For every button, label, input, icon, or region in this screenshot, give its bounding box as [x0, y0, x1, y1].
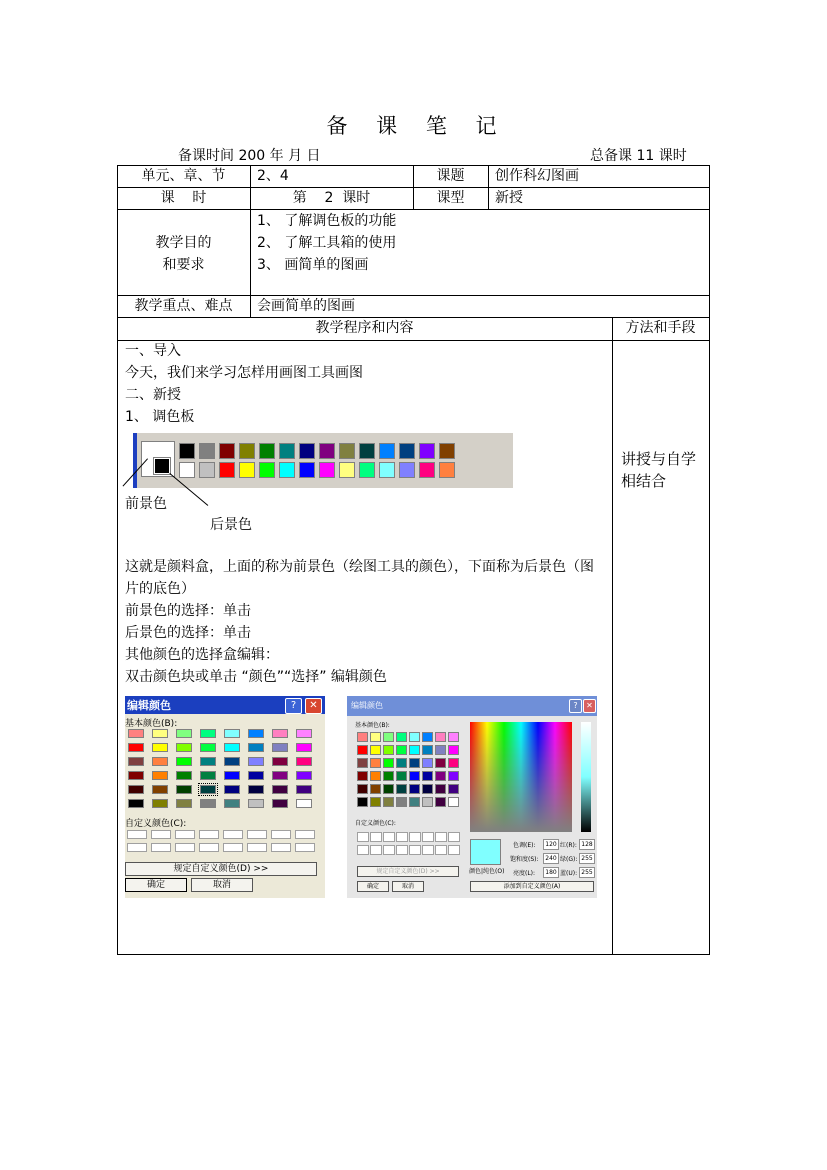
- custom-color-slot[interactable]: [223, 843, 243, 852]
- basic-color-swatch[interactable]: [152, 743, 168, 752]
- palette-swatch[interactable]: [199, 443, 215, 459]
- basic-color-swatch[interactable]: [224, 729, 240, 738]
- basic-color-swatch[interactable]: [448, 758, 459, 768]
- basic-color-swatch[interactable]: [272, 785, 288, 794]
- custom-color-slot[interactable]: [223, 830, 243, 839]
- basic-color-swatch[interactable]: [176, 771, 192, 780]
- basic-color-swatch[interactable]: [248, 771, 264, 780]
- custom-color-slot[interactable]: [151, 843, 171, 852]
- palette-swatch[interactable]: [299, 443, 315, 459]
- basic-color-swatch[interactable]: [248, 743, 264, 752]
- edit-colors-dialog-expanded: 编辑颜色 ? ✕ 基本颜色(B): 自定义颜色(C): 规定自定义颜色(D) >> 确定 取消 颜色|纯色(O) 色调(E): 120 饱和度(S): 240 亮度(L): 180 红(R): 128 绿(G): 255 蓝(U): 255 添加到自定义颜色(A): [347, 696, 597, 898]
- basic-color-swatch[interactable]: [448, 797, 459, 807]
- basic-colors-label: 基本颜色(B):: [355, 722, 390, 729]
- basic-color-swatch[interactable]: [422, 784, 433, 794]
- basic-color-swatch[interactable]: [422, 758, 433, 768]
- foreground-swatch[interactable]: [154, 458, 170, 474]
- basic-color-swatch[interactable]: [357, 771, 368, 781]
- help-icon[interactable]: ?: [569, 699, 582, 713]
- custom-color-slot[interactable]: [383, 845, 395, 855]
- basic-color-swatch[interactable]: [422, 797, 433, 807]
- basic-color-swatch[interactable]: [435, 771, 446, 781]
- close-icon[interactable]: ✕: [583, 699, 596, 713]
- basic-color-swatch[interactable]: [357, 745, 368, 755]
- basic-color-swatch[interactable]: [176, 757, 192, 766]
- palette-swatch[interactable]: [279, 443, 295, 459]
- custom-color-slot[interactable]: [175, 830, 195, 839]
- palette-swatch[interactable]: [319, 462, 335, 478]
- basic-color-swatch[interactable]: [383, 758, 394, 768]
- palette-swatch[interactable]: [379, 443, 395, 459]
- basic-color-swatch[interactable]: [396, 732, 407, 742]
- background-label: 后景色: [210, 517, 252, 533]
- basic-color-swatch[interactable]: [200, 785, 216, 794]
- custom-color-slot[interactable]: [422, 845, 434, 855]
- palette-swatch[interactable]: [179, 462, 195, 478]
- basic-color-swatch[interactable]: [152, 785, 168, 794]
- basic-color-swatch[interactable]: [370, 784, 381, 794]
- basic-color-swatch[interactable]: [396, 771, 407, 781]
- palette-swatch[interactable]: [219, 462, 235, 478]
- basic-color-swatch[interactable]: [448, 771, 459, 781]
- basic-color-swatch[interactable]: [396, 758, 407, 768]
- basic-color-swatch[interactable]: [396, 784, 407, 794]
- procedure-header: 教学程序和内容: [315, 320, 414, 336]
- basic-color-swatch[interactable]: [383, 797, 394, 807]
- green-field[interactable]: 255: [579, 853, 595, 864]
- text-line: 一、导入: [125, 343, 181, 359]
- custom-color-slot[interactable]: [422, 832, 434, 842]
- custom-color-slot[interactable]: [247, 830, 267, 839]
- basic-color-swatch[interactable]: [370, 745, 381, 755]
- custom-color-slot[interactable]: [247, 843, 267, 852]
- custom-color-slot[interactable]: [151, 830, 171, 839]
- basic-color-swatch[interactable]: [248, 799, 264, 808]
- help-icon[interactable]: ?: [285, 698, 302, 714]
- basic-color-swatch[interactable]: [152, 771, 168, 780]
- page-title: 备 课 笔 记: [326, 114, 501, 138]
- foreground-label: 前景色: [125, 496, 167, 512]
- type-label: 课型: [436, 190, 465, 206]
- basic-color-swatch[interactable]: [176, 743, 192, 752]
- dialog-titlebar: 编辑颜色 ? ✕: [125, 696, 325, 714]
- basic-color-swatch[interactable]: [448, 732, 459, 742]
- basic-color-swatch[interactable]: [435, 758, 446, 768]
- hours-value: 第 2 课时: [292, 190, 371, 206]
- basic-color-swatch[interactable]: [248, 729, 264, 738]
- basic-color-swatch[interactable]: [128, 743, 144, 752]
- cancel-button[interactable]: 取消: [392, 881, 424, 892]
- unit-label: 单元、章、节: [141, 168, 226, 184]
- basic-color-swatch[interactable]: [128, 799, 144, 808]
- intro-lines: [125, 340, 363, 428]
- blue-field[interactable]: 255: [579, 867, 595, 878]
- explanation: 这就是颜料盒，上面的称为前景色（绘图工具的颜色），下面称为后景色（图 片的底色） 前景色的选择：单击 后景色的选择：单击 其他颜色的选择盒编辑： 双击颜色块或单击 “颜色”“选择” 编辑颜色: [125, 559, 594, 685]
- custom-color-slot[interactable]: [357, 832, 369, 842]
- custom-color-slot[interactable]: [295, 843, 315, 852]
- palette-swatch[interactable]: [239, 462, 255, 478]
- basic-color-swatch[interactable]: [296, 757, 312, 766]
- basic-color-swatch[interactable]: [357, 797, 368, 807]
- basic-color-swatch[interactable]: [200, 743, 216, 752]
- basic-color-swatch[interactable]: [272, 799, 288, 808]
- basic-color-swatch[interactable]: [448, 784, 459, 794]
- custom-color-slot[interactable]: [127, 843, 147, 852]
- edit-colors-dialog: [125, 696, 325, 898]
- basic-color-swatch[interactable]: [272, 729, 288, 738]
- define-custom-colors-button[interactable]: 规定自定义颜色(D) >>: [125, 862, 317, 876]
- basic-color-swatch[interactable]: [224, 757, 240, 766]
- palette-swatch[interactable]: [399, 462, 415, 478]
- close-icon[interactable]: ✕: [305, 698, 322, 714]
- basic-color-swatch[interactable]: [435, 784, 446, 794]
- basic-color-swatch[interactable]: [383, 771, 394, 781]
- custom-colors-label: 自定义颜色(C):: [355, 820, 396, 827]
- basic-color-swatch[interactable]: [272, 771, 288, 780]
- goal-item: 3、 画简单的图画: [257, 257, 369, 273]
- saturation-field[interactable]: 240: [543, 853, 559, 864]
- custom-color-slot[interactable]: [271, 830, 291, 839]
- ok-button[interactable]: 确定: [125, 878, 187, 892]
- basic-color-swatch[interactable]: [409, 745, 420, 755]
- palette-swatch[interactable]: [279, 462, 295, 478]
- palette-swatch[interactable]: [239, 443, 255, 459]
- red-field[interactable]: 128: [579, 839, 595, 850]
- basic-color-swatch[interactable]: [409, 758, 420, 768]
- basic-color-swatch[interactable]: [422, 771, 433, 781]
- custom-color-slot[interactable]: [370, 845, 382, 855]
- type-value: 新授: [495, 190, 523, 206]
- palette-swatch[interactable]: [399, 443, 415, 459]
- custom-color-slot[interactable]: [396, 832, 408, 842]
- luminance-field[interactable]: 180: [543, 867, 559, 878]
- basic-color-swatch[interactable]: [248, 785, 264, 794]
- goal-item: 2、 了解工具箱的使用: [257, 235, 397, 251]
- basic-color-swatch[interactable]: [224, 799, 240, 808]
- custom-color-slot[interactable]: [199, 830, 219, 839]
- topic-value: 创作科幻图画: [495, 168, 579, 184]
- add-to-custom-button[interactable]: 添加到自定义颜色(A): [470, 881, 594, 892]
- palette-swatch[interactable]: [379, 462, 395, 478]
- basic-color-swatch[interactable]: [370, 732, 381, 742]
- key-label: 教学重点、难点: [134, 298, 233, 314]
- basic-color-swatch[interactable]: [435, 745, 446, 755]
- text-line: 今天，我们来学习怎样用画图工具画图: [125, 365, 363, 381]
- basic-color-swatch[interactable]: [128, 771, 144, 780]
- goal-label: 教学目的 和要求: [155, 235, 212, 273]
- palette-swatch[interactable]: [359, 443, 375, 459]
- basic-color-swatch[interactable]: [224, 743, 240, 752]
- palette-swatch[interactable]: [439, 462, 455, 478]
- palette-swatch[interactable]: [439, 443, 455, 459]
- color-spectrum[interactable]: [470, 722, 572, 832]
- basic-color-swatch[interactable]: [296, 799, 312, 808]
- topic-label: 课题: [436, 168, 465, 184]
- text-line: 二、新授: [125, 387, 181, 403]
- basic-color-swatch[interactable]: [370, 797, 381, 807]
- ok-button[interactable]: 确定: [357, 881, 389, 892]
- color-solid-label: 颜色|纯色(O): [469, 868, 505, 875]
- basic-color-swatch[interactable]: [422, 745, 433, 755]
- custom-color-slot[interactable]: [409, 832, 421, 842]
- define-custom-colors-button[interactable]: 规定自定义颜色(D) >>: [357, 866, 459, 877]
- basic-color-swatch[interactable]: [448, 745, 459, 755]
- basic-color-swatch[interactable]: [272, 743, 288, 752]
- basic-color-swatch[interactable]: [357, 732, 368, 742]
- custom-color-slot[interactable]: [127, 830, 147, 839]
- hours-label: 课 时: [160, 190, 207, 206]
- palette-swatch[interactable]: [339, 443, 355, 459]
- unit-value: 2、4: [257, 168, 289, 184]
- goals-list: [257, 210, 396, 276]
- basic-color-swatch[interactable]: [296, 771, 312, 780]
- basic-color-swatch[interactable]: [128, 785, 144, 794]
- dialog-titlebar: 编辑颜色 ? ✕: [347, 696, 597, 716]
- palette-swatch[interactable]: [339, 462, 355, 478]
- basic-color-swatch[interactable]: [409, 797, 420, 807]
- basic-color-swatch[interactable]: [357, 758, 368, 768]
- basic-color-swatch[interactable]: [370, 771, 381, 781]
- basic-color-swatch[interactable]: [383, 784, 394, 794]
- palette-swatch[interactable]: [219, 443, 235, 459]
- basic-color-swatch[interactable]: [357, 784, 368, 794]
- basic-color-swatch[interactable]: [248, 757, 264, 766]
- custom-color-slot[interactable]: [435, 832, 447, 842]
- basic-color-swatch[interactable]: [296, 729, 312, 738]
- custom-color-slot[interactable]: [409, 845, 421, 855]
- basic-color-swatch[interactable]: [409, 732, 420, 742]
- custom-color-slot[interactable]: [295, 830, 315, 839]
- palette-swatch[interactable]: [299, 462, 315, 478]
- total-hours-label: 总备课 11 课时: [590, 148, 687, 164]
- basic-color-swatch[interactable]: [272, 757, 288, 766]
- palette-swatch[interactable]: [419, 462, 435, 478]
- color-palette: [133, 433, 513, 488]
- basic-color-swatch[interactable]: [176, 785, 192, 794]
- palette-swatch[interactable]: [199, 462, 215, 478]
- cancel-button[interactable]: 取消: [191, 878, 253, 892]
- hue-field[interactable]: 120: [543, 839, 559, 850]
- palette-swatch[interactable]: [319, 443, 335, 459]
- basic-colors-label: 基本颜色(B):: [125, 719, 178, 729]
- basic-color-swatch[interactable]: [200, 799, 216, 808]
- basic-color-swatch[interactable]: [396, 745, 407, 755]
- basic-color-swatch[interactable]: [435, 732, 446, 742]
- text-line: 1、 调色板: [125, 409, 195, 425]
- palette-swatch[interactable]: [259, 462, 275, 478]
- basic-color-swatch[interactable]: [224, 771, 240, 780]
- basic-color-swatch[interactable]: [176, 799, 192, 808]
- custom-color-slot[interactable]: [435, 845, 447, 855]
- palette-swatch[interactable]: [179, 443, 195, 459]
- custom-color-slot[interactable]: [370, 832, 382, 842]
- basic-color-swatch[interactable]: [370, 758, 381, 768]
- custom-color-slot[interactable]: [448, 845, 460, 855]
- basic-color-swatch[interactable]: [396, 797, 407, 807]
- custom-color-slot[interactable]: [271, 843, 291, 852]
- custom-color-slot[interactable]: [383, 832, 395, 842]
- basic-color-swatch[interactable]: [296, 785, 312, 794]
- custom-colors-label: 自定义颜色(C):: [125, 819, 187, 829]
- custom-color-slot[interactable]: [199, 843, 219, 852]
- basic-color-swatch[interactable]: [383, 732, 394, 742]
- basic-color-swatch[interactable]: [152, 757, 168, 766]
- prep-time-label: 备课时间 200 年 月 日: [178, 148, 321, 164]
- basic-color-swatch[interactable]: [200, 729, 216, 738]
- palette-swatch[interactable]: [359, 462, 375, 478]
- basic-color-swatch[interactable]: [152, 729, 168, 738]
- basic-color-swatch[interactable]: [422, 732, 433, 742]
- basic-color-swatch[interactable]: [128, 729, 144, 738]
- luminance-slider[interactable]: [581, 722, 591, 832]
- palette-swatch[interactable]: [259, 443, 275, 459]
- basic-color-swatch[interactable]: [296, 743, 312, 752]
- basic-color-swatch[interactable]: [128, 757, 144, 766]
- method-value: 讲授与自学 相结合: [621, 450, 697, 490]
- goal-item: 1、 了解调色板的功能: [257, 213, 397, 229]
- basic-color-swatch[interactable]: [224, 785, 240, 794]
- basic-color-swatch[interactable]: [152, 799, 168, 808]
- custom-color-slot[interactable]: [357, 845, 369, 855]
- basic-color-swatch[interactable]: [383, 745, 394, 755]
- color-preview-swatch: [470, 839, 501, 865]
- key-value: 会画简单的图画: [257, 298, 355, 314]
- palette-swatch[interactable]: [419, 443, 435, 459]
- basic-color-swatch[interactable]: [200, 757, 216, 766]
- custom-color-slot[interactable]: [396, 845, 408, 855]
- basic-color-swatch[interactable]: [200, 771, 216, 780]
- method-header: 方法和手段: [625, 320, 696, 336]
- custom-color-slot[interactable]: [175, 843, 195, 852]
- basic-color-swatch[interactable]: [435, 797, 446, 807]
- basic-color-swatch[interactable]: [409, 784, 420, 794]
- custom-color-slot[interactable]: [448, 832, 460, 842]
- basic-color-swatch[interactable]: [409, 771, 420, 781]
- basic-color-swatch[interactable]: [176, 729, 192, 738]
